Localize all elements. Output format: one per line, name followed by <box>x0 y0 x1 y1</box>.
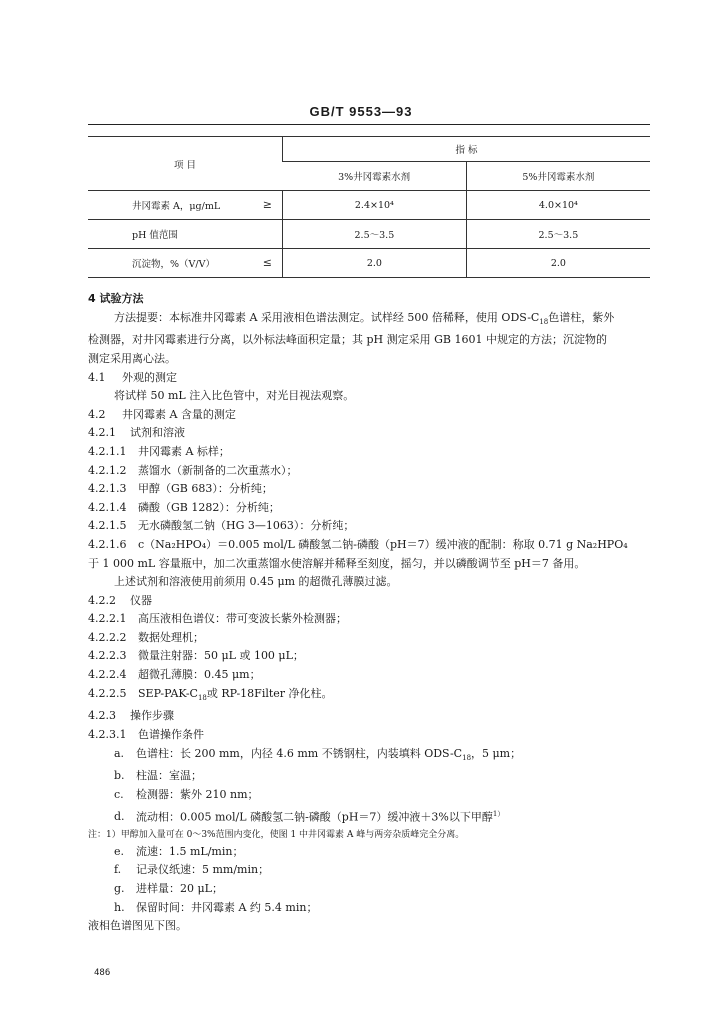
list-item: 4.2.2.2 数据处理机； <box>88 630 204 644</box>
paragraph-line: 液相色谱图见下图。 <box>88 919 187 933</box>
list-item: 4.2.2.4 超微孔薄膜：0.45 μm； <box>88 668 261 682</box>
list-item: h. 保留时间：井冈霉素 A 约 5.4 min； <box>114 900 318 914</box>
table-header-col-b: 5%井冈霉素水剂 <box>466 162 650 191</box>
list-item: 4.2.2.1 高压液相色谱仪：带可变波长紫外检测器； <box>88 612 347 626</box>
paragraph-line: 测定采用离心法。 <box>88 351 176 365</box>
list-item: 4.2.1.5 无水磷酸氢二钠（HG 3—1063）：分析纯； <box>88 519 355 533</box>
list-item: e. 流速：1.5 mL/min； <box>114 844 244 858</box>
table-cell-label: pH 值范围 <box>88 220 283 249</box>
list-item: a. 色谱柱：长 200 mm，内径 4.6 mm 不锈钢柱，内装填料 ODS-$C_{18}$，5 μm； <box>114 746 522 762</box>
standard-code-header: GB/T 9553—93 <box>309 104 413 119</box>
paragraph-line: 将试样 50 mL 注入比色管中，对光目视法观察。 <box>114 389 355 403</box>
list-item: 4.2.1.1 井冈霉素 A 标样； <box>88 444 230 458</box>
header-rule <box>88 124 650 125</box>
list-item: 4.2.1.6 c（Na₂HPO₄）＝0.005 mol/L 磷酸氢二钠-磷酸（pH＝7）缓冲液的配制：称取 0.71 g Na₂HPO₄ <box>88 537 628 551</box>
section-heading: 4.1 外观的测定 <box>88 370 177 384</box>
section-heading: 4.2.3 操作步骤 <box>88 709 174 723</box>
table-cell: 2.4×10⁴ <box>283 191 467 220</box>
table-row <box>88 249 650 278</box>
footnote: 注：1）甲醇加入量可在 0～3%范围内变化，使图 1 中井冈霉素 A 峰与两旁杂质峰完全分离。 <box>88 829 465 840</box>
section-heading: 4 试验方法 <box>88 292 144 305</box>
list-item: c. 检测器：紫外 210 nm； <box>114 788 259 801</box>
section-heading: 4.2.2 仪器 <box>88 593 152 607</box>
body-text <box>88 290 654 936</box>
table-cell: 2.5～3.5 <box>283 220 467 249</box>
table-row <box>88 191 650 220</box>
list-item: b. 柱温：室温； <box>114 769 202 783</box>
table-header-item: 项 目 <box>88 137 283 191</box>
table-cell: 2.0 <box>283 249 467 278</box>
list-item: 4.2.2.3 微量注射器：50 μL 或 100 μL； <box>88 649 304 663</box>
list-item: 4.2.1.2 蒸馏水（新制备的二次重蒸水）； <box>88 463 298 477</box>
list-item: 4.2.3.1 色谱操作条件 <box>88 728 204 742</box>
table-cell-label: 井冈霉素 A，μg/mL ≥ <box>88 191 283 220</box>
table-header-col-a: 3%井冈霉素水剂 <box>283 162 467 191</box>
paragraph-line: 于 1 000 mL 容量瓶中，加二次重蒸馏水使溶解并稀释至刻度，摇匀，并以磷酸调节至 pH＝7 备用。 <box>88 556 586 570</box>
list-item: 4.2.2.5 SEP-$PAK-C_{18}$或 RP-18Filter 净化柱。 <box>88 686 333 702</box>
table-cell: 4.0×10⁴ <box>466 191 650 220</box>
page-number: 486 <box>94 968 111 978</box>
paragraph-line: 上述试剂和溶液使用前须用 0.45 μm 的超微孔薄膜过滤。 <box>114 575 398 589</box>
list-item: g. 进样量：20 μL； <box>114 882 223 896</box>
paragraph-line: 方法提要：本标准井冈霉素 A 采用液相色谱法测定。试样经 500 倍稀释，使用 ODS-$C_{18}$色谱柱，紫外 <box>114 310 615 326</box>
table-cell: 2.5～3.5 <box>466 220 650 249</box>
list-item: d. 流动相：0.005 mol/L 磷酸氢二钠-磷酸（pH＝7）缓冲液＋3%以下甲醇$^{1)}$ <box>114 809 505 824</box>
list-item: 4.2.1.3 甲醇（GB 683）：分析纯； <box>88 482 273 496</box>
table-header-row <box>88 137 650 162</box>
section-heading: 4.2.1 试剂和溶液 <box>88 426 185 440</box>
table-cell-label: 沉淀物，%（V/V） ≤ <box>88 249 283 278</box>
list-item: f. 记录仪纸速：5 mm/min； <box>114 863 270 877</box>
list-item: 4.2.1.4 磷酸（GB 1282）：分析纯； <box>88 500 280 514</box>
table-cell: 2.0 <box>466 249 650 278</box>
section-heading: 4.2 井冈霉素 A 含量的测定 <box>88 407 236 421</box>
table-header-index: 指 标 <box>283 137 651 162</box>
specification-table <box>88 136 650 278</box>
table-row <box>88 220 650 249</box>
paragraph-line: 检测器，对井冈霉素进行分离，以外标法峰面积定量；其 pH 测定采用 GB 1601 中规定的方法；沉淀物的 <box>88 333 607 347</box>
